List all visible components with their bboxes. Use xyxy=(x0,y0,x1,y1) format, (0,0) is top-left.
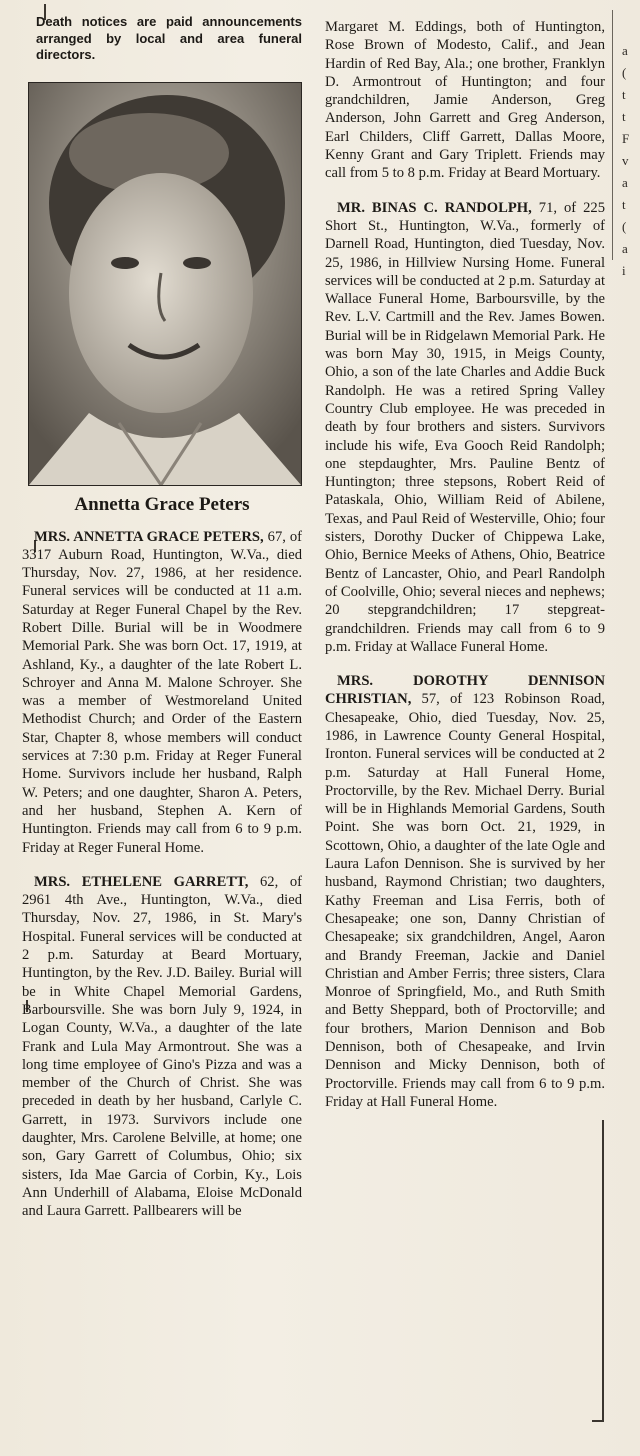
margin-fragment: F xyxy=(622,131,630,146)
photo-caption: Annetta Grace Peters xyxy=(74,493,250,515)
obituary-body: 71, of 225 Short St., Huntington, W.Va., formerly of Darnell Road, Huntington, died Tuesday, Nov. 25, 1986, in Hillview Nursing Home. Funeral services will be conducted at 2 p.m. Saturday at Wallace Funeral Home, Barboursville, by the Rev. L.V. Cartmill and the Rev. James Bowen. Burial will be in Ridgelawn Memorial Park. He was born May 30, 1915, in Meigs County, Ohio, a son of the late Charles and Addie Buck Randolph. He was a retired Spring Valley Country Club employee. He was preceded in death by four brothers and sisters. Survivors include his wife, Eva Gooch Reid Randolph; one stepdaughter, Mrs. Pauline Bentz of Huntington; three stepsons, Robert Reid of Pataskala, Ohio, William Reid of Abilene, Texas, and Paul Reid of Westerville, Ohio; four sisters, Dorothy Ducker of Chippewa Lake, Ohio, Bernice Meeks of Athens, Ohio, Beatrice Bentz of Lancaster, Ohio, and Pearl Randolph of Coolville, Ohio; several nieces and nephews; 20 stepgrandchildren; 17 stepgreat-grandchildren. Friends may call from 6 to 9 p.m. Friday at Wallace Funeral Home. xyxy=(325,199,605,655)
obituary-name: MRS. ANNETTA GRACE PETERS, xyxy=(34,528,264,545)
left-column xyxy=(22,14,302,1236)
obituary-body: 57, of 123 Robinson Road, Chesapeake, Ohio, died Tuesday, Nov. 25, 1986, in Lawrence County General Hospital, Ironton. Funeral services will be conducted at 2 p.m. Saturday at Hall Funeral Home, Proctorville, by the Rev. Michael Derry. Burial will be in Highlands Memorial Gardens, South Point. She was born Oct. 21, 1929, in Scottown, Ohio, a daughter of the late Ogle and Laura Lafon Dennison. She is survived by her husband, Raymond Christian; two daughters, Kathy Freeman and Lisa Ferris, both of Chesapeake; one son, Danny Christian of Chesapeake; six grandchildren, Angel, Aaron and Brandy Freeman, Jackie and Daniel Christian and Amber Ferris; three sisters, Clara Monroe of Springfield, Mo., and Ruth Smith and Betty Sheppard, both of Proctorville; and four brothers, Marion Dennison and Bob Dennison, both of Chesapeake, and Irvin Dennison and Micky Dennison, both of Proctorville. Friends may call from 6 to 9 p.m. Friday at Hall Funeral Home. xyxy=(325,691,605,1110)
obituary-body: 67, of 3317 Auburn Road, Huntington, W.Va., died Thursday, Nov. 27, 1986, at her residence. Funeral services will be conducted at 11 a.m. Saturday at Reger Funeral Chapel by the Rev. Robert Dille. Burial will be in Woodmere Memorial Park. She was born Oct. 17, 1919, at Ashland, Ky., a daughter of the late Robert L. Schroyer and Anna M. Malone Schroyer. She was a member of Westmoreland United Methodist Church; and Order of the Eastern Star, Chapter 8, whose members will conduct services at 7:30 p.m. Friday at Reger Funeral Home. Survivors include her husband, Ralph W. Peters; and one daughter, Sharon A. Peters, and her husband, Stephen A. Kern of Huntington. Friends may call from 6 to 9 p.m. Friday at Reger Funeral Home. xyxy=(22,528,302,856)
margin-fragment: t xyxy=(622,197,626,212)
column-rule xyxy=(612,10,613,260)
margin-fragments xyxy=(622,40,638,282)
margin-fragment: t xyxy=(622,87,626,102)
margin-fragment: a xyxy=(622,175,628,190)
margin-fragment: t xyxy=(622,109,626,124)
obituary-randolph xyxy=(325,199,605,656)
obituary-peters xyxy=(22,528,302,857)
margin-fragment: a xyxy=(622,241,628,256)
portrait-photo xyxy=(28,82,302,486)
obituary-name: MR. BINAS C. RANDOLPH, xyxy=(337,199,532,216)
margin-fragment: i xyxy=(622,263,626,278)
margin-fragment: a xyxy=(622,43,628,58)
margin-fragment: v xyxy=(622,153,629,168)
death-notice-disclaimer: Death notices are paid announcements arranged by local and area funeral directors. xyxy=(36,14,302,62)
obituary-name: MRS. DOROTHY DENNISON CHRISTIAN, xyxy=(325,673,605,708)
obituary-body: 62, of 2961 4th Ave., Huntington, W.Va., died Thursday, Nov. 27, 1986, in St. Mary's Hospital. Funeral services will be conducted at 2 p.m. Saturday at Beard Mortuary, Huntington, by the Rev. J.D. Bailey. Burial will be in White Chapel Memorial Gardens, Barboursville. She was born July 9, 1924, in Logan County, W.Va., a daughter of the late Frank and Lula May Armontrout. She was a long time employee of Gino's Pizza and was a member of the Church of Christ. She was preceded in death by her husband, Carlyle C. Garrett, in 1973. Survivors include one daughter, Mrs. Carolene Belville, at home; one son, Gary Garrett of Columbus, Ohio; six sisters, Ida Mae Garcia of Corbin, Ky., Lois Ann Underhill of Alabama, Eloise McDonald and Laura Garrett. Pallbearers will be xyxy=(22,873,303,1220)
obituary-name: MRS. ETHELENE GARRETT, xyxy=(34,873,249,890)
margin-fragment: ( xyxy=(622,219,627,234)
right-column xyxy=(325,14,605,1127)
clip-corner xyxy=(592,1120,604,1422)
margin-fragment: ( xyxy=(622,65,627,80)
obituary-christian xyxy=(325,672,605,1111)
obituary-garrett-continued: Margaret M. Eddings, both of Huntington, Rose Brown of Modesto, Calif., and Jean Hardin of Red Bay, Ala.; one brother, Franklyn D. Armontrout of Huntington; and four grandchildren, Jamie Anderson, Greg Anderson, John Garrett and Greg Anderson, Earl Childers, Cliff Garrett, Dallas Moore, Kenny Grant and Gary Triplett. Friends may call from 5 to 8 p.m. Friday at Beard Mortuary. xyxy=(325,19,605,182)
obituary-garrett xyxy=(22,873,302,1221)
portrait-illustration xyxy=(29,83,301,485)
